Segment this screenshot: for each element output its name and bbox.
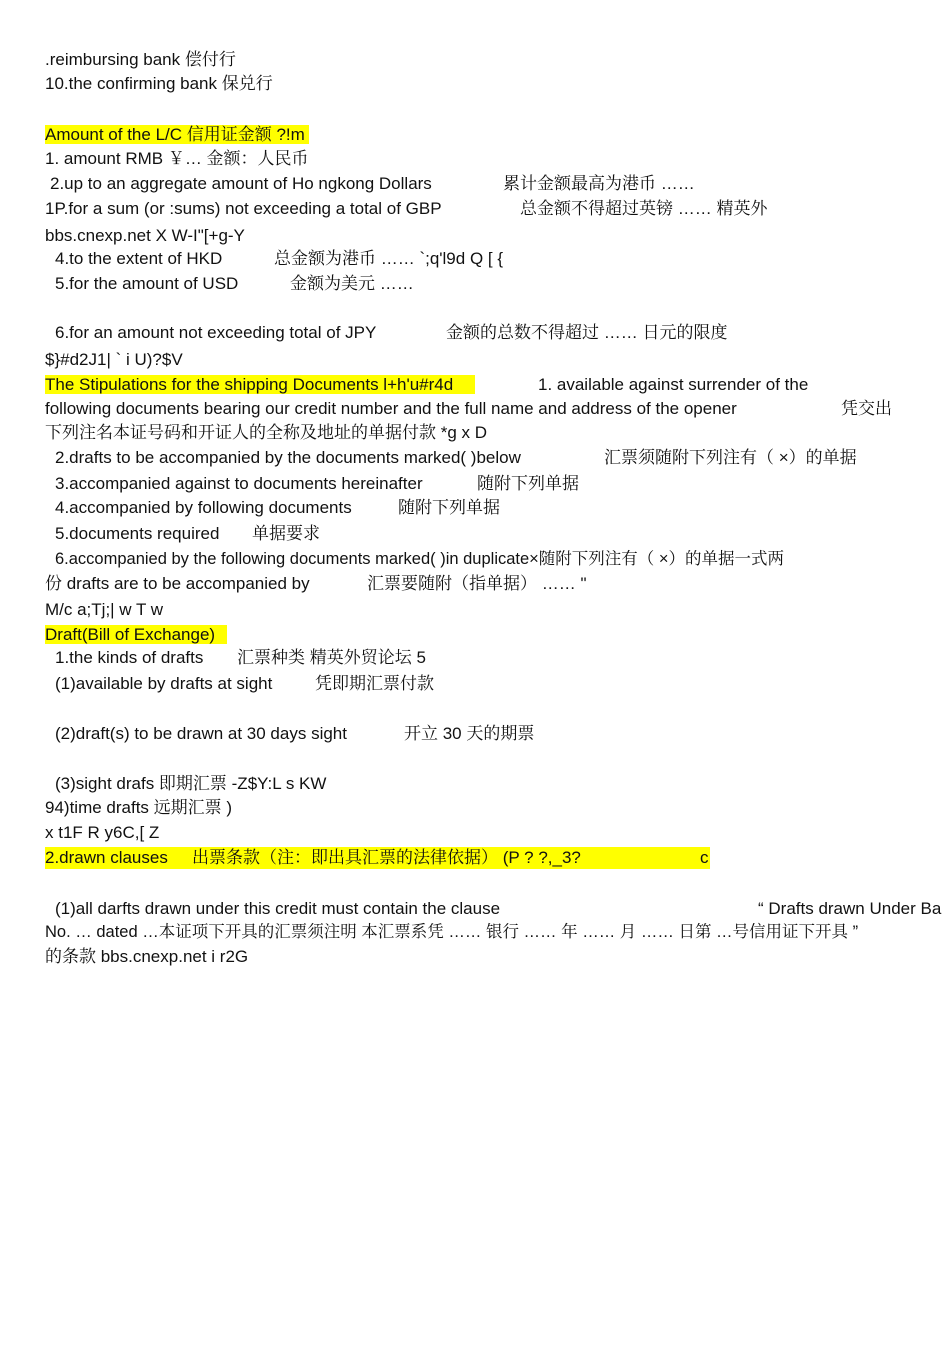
line-extent-hkd xyxy=(55,248,504,270)
line-following-documents-cn: 凭交出 xyxy=(841,399,892,418)
highlight-amount-of-lc: Amount of the L/C 信用证金额 ?!m xyxy=(45,125,309,144)
line-available-against: 1. available against surrender of the xyxy=(538,375,809,394)
line-garbled-3: x t1F R y6C,[ Z xyxy=(45,823,160,842)
line-kinds-of-drafts-cn: 汇票种类 精英外贸论坛 5 xyxy=(237,648,426,667)
line-garbled-2: M/c a;Tj;| w T w xyxy=(45,600,164,619)
line-30-days-sight-cn: 开立 30 天的期票 xyxy=(404,724,535,743)
line-amount-usd-cn: 金额为美元 …… xyxy=(290,274,414,293)
line-drafts-at-sight-en: (1)available by drafts at sight xyxy=(55,674,273,693)
line-extent-hkd-cn: 总金额为港币 …… `;q'l9d Q [ { xyxy=(274,249,504,268)
line-bbs-1: bbs.cnexp.net X W-I"[+g-Y xyxy=(45,226,245,245)
line-in-duplicate: 6.accompanied by the following documents marked( )in duplicate×随附下列注有（ ×）的单据一式两 xyxy=(55,550,785,568)
line-sight-drafs: (3)sight drafs 即期汇票 -Z$Y:L s KW xyxy=(55,774,327,793)
line-aggregate-amount-en: 2.up to an aggregate amount of Ho ngkong Dollars xyxy=(50,174,432,193)
line-reimbursing-bank: .reimbursing bank 偿付行 xyxy=(45,50,236,69)
line-accompanied-following xyxy=(55,497,500,519)
heading-drawn-clauses-cn: 出票条款（注：即出具汇票的法律依据） (P ? ?,_3? xyxy=(192,848,581,867)
line-all-drafts-drawn-quote: “ Drafts drawn Under Ba xyxy=(758,899,942,918)
line-amount-jpy-cn: 金额的总数不得超过 …… 日元的限度 xyxy=(446,323,728,342)
heading-stipulations: The Stipulations for the shipping Documents l+h'u#r4d xyxy=(45,375,475,394)
line-accompanied-hereinafter xyxy=(55,473,579,495)
line-drafts-accompanied xyxy=(55,447,857,469)
line-extent-hkd-en: 4.to the extent of HKD xyxy=(55,249,223,268)
line-all-drafts-drawn xyxy=(55,898,950,920)
line-amount-jpy-en: 6.for an amount not exceeding total of JPY xyxy=(55,323,377,342)
line-drafts-to-be-accompanied-cn: 汇票要随附（指单据） …… " xyxy=(367,574,587,593)
line-sum-not-exceeding-cn: 总金额不得超过英镑 …… 精英外 xyxy=(520,199,768,218)
line-drafts-to-be-accompanied-en: 份 drafts are to be accompanied by xyxy=(45,574,310,593)
line-no-dated: No. … dated …本证项下开具的汇票须注明 本汇票系凭 …… 银行 …… 年 …… 月 …… 日第 …号信用证下开具 ” xyxy=(45,923,859,941)
line-aggregate-amount-cn: 累计金额最高为港币 …… xyxy=(503,174,695,193)
line-kinds-of-drafts-en: 1.the kinds of drafts xyxy=(55,648,204,667)
line-all-drafts-drawn-en: (1)all darfts drawn under this credit must contain the clause xyxy=(55,899,501,918)
line-following-documents xyxy=(45,398,892,420)
line-amount-usd xyxy=(55,273,414,295)
line-confirming-bank: 10.the confirming bank 保兑行 xyxy=(45,74,273,93)
line-amount-jpy xyxy=(55,322,728,344)
line-documents-required-cn: 单据要求 xyxy=(252,524,320,543)
line-drafts-at-sight xyxy=(55,673,434,695)
line-garbled-1: $}#d2J1| ` i U)?$V xyxy=(45,350,183,369)
heading-drawn-clauses-c: c xyxy=(700,848,709,867)
line-accompanied-following-en: 4.accompanied by following documents xyxy=(55,498,352,517)
line-accompanied-hereinafter-cn: 随附下列单据 xyxy=(477,474,579,493)
heading-amount-of-lc xyxy=(45,124,309,146)
heading-draft xyxy=(45,624,227,646)
line-documents-required xyxy=(55,523,320,545)
line-aggregate-amount xyxy=(50,173,695,195)
line-sum-not-exceeding xyxy=(45,198,768,220)
line-stipulations xyxy=(45,374,809,396)
highlight-drawn-clauses xyxy=(45,847,710,869)
line-drafts-accompanied-cn: 汇票须随附下列注有（ ×）的单据 xyxy=(604,448,857,467)
line-drafts-accompanied-en: 2.drafts to be accompanied by the documents marked( )below xyxy=(55,448,521,467)
line-documents-cn: 下列注名本证号码和开证人的全称及地址的单据付款 *g x D xyxy=(45,423,488,442)
line-drafts-to-be-accompanied xyxy=(45,573,587,595)
line-30-days-sight-en: (2)draft(s) to be drawn at 30 days sight xyxy=(55,724,347,743)
line-amount-usd-en: 5.for the amount of USD xyxy=(55,274,239,293)
line-amount-rmb: 1. amount RMB ￥… 金额：人民币 xyxy=(45,149,309,168)
line-following-documents-en: following documents bearing our credit number and the full name and address of the opener xyxy=(45,399,737,418)
highlight-draft: Draft(Bill of Exchange) xyxy=(45,625,227,644)
line-kinds-of-drafts xyxy=(55,647,426,669)
line-documents-required-en: 5.documents required xyxy=(55,524,220,543)
line-accompanied-following-cn: 随附下列单据 xyxy=(398,498,500,517)
heading-drawn-clauses-en: 2.drawn clauses xyxy=(45,848,168,867)
heading-drawn-clauses xyxy=(45,847,710,869)
line-bbs-2: 的条款 bbs.cnexp.net i r2G xyxy=(45,947,249,966)
line-drafts-at-sight-cn: 凭即期汇票付款 xyxy=(315,674,434,693)
line-30-days-sight xyxy=(55,723,535,745)
line-time-drafts: 94)time drafts 远期汇票 ) xyxy=(45,798,233,817)
line-accompanied-hereinafter-en: 3.accompanied against to documents hereinafter xyxy=(55,474,423,493)
line-sum-not-exceeding-en: 1P.for a sum (or :sums) not exceeding a total of GBP xyxy=(45,199,442,218)
